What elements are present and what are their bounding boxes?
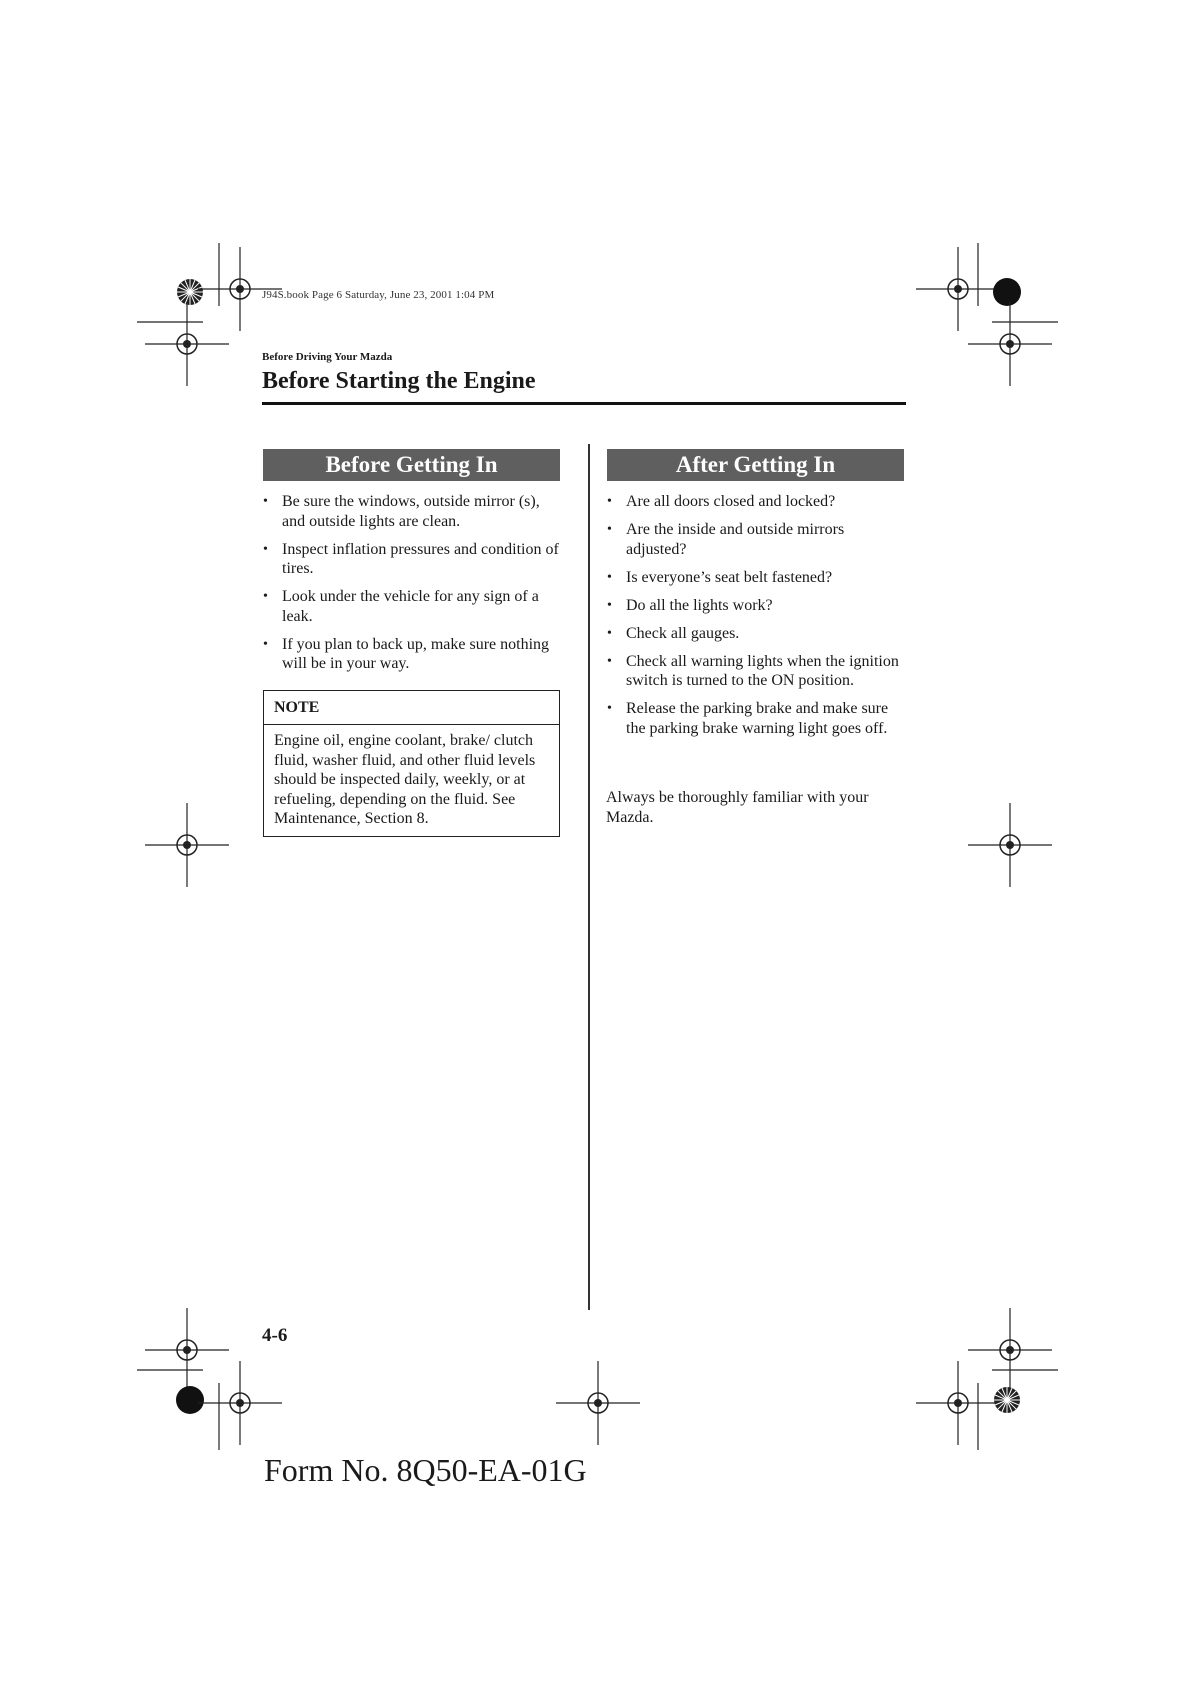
list-item: • Check all warning lights when the ignition switch is turned to the ON position.: [606, 652, 906, 691]
before-getting-in-heading: Before Getting In: [263, 449, 560, 481]
list-item: • Are the inside and outside mirrors adjusted?: [606, 520, 906, 559]
after-getting-in-list: [606, 492, 906, 747]
before-getting-in-list: [262, 492, 562, 682]
starburst-mark-bottom-right: [994, 1387, 1020, 1413]
list-item: • Look under the vehicle for any sign of a leak.: [262, 587, 562, 626]
list-item: • If you plan to back up, make sure nothing will be in your way.: [262, 635, 562, 674]
title-rule: [262, 402, 906, 405]
registration-mark-lower-left: [145, 1308, 229, 1392]
registration-mark-bottom-right: [916, 1361, 1000, 1445]
registration-mark-middle-left: [145, 803, 229, 887]
after-getting-in-heading: After Getting In: [607, 449, 904, 481]
registration-mark-bottom-center: [556, 1361, 640, 1445]
registration-mark-top-right: [916, 247, 1000, 331]
solid-mark-bottom-left: [176, 1386, 204, 1414]
list-item: • Do all the lights work?: [606, 596, 906, 616]
list-item: • Are all doors closed and locked?: [606, 492, 906, 512]
registration-mark-middle-right: [968, 803, 1052, 887]
column-divider: [588, 444, 590, 1310]
list-item: • Release the parking brake and make sure the parking brake warning light goes off.: [606, 699, 906, 738]
list-item: • Check all gauges.: [606, 624, 906, 644]
note-title: NOTE: [264, 691, 559, 725]
form-number: Form No. 8Q50-EA-01G: [264, 1452, 587, 1488]
list-item: • Inspect inflation pressures and condition of tires.: [262, 540, 562, 579]
registration-mark-upper-right: [968, 302, 1052, 386]
section-label: Before Driving Your Mazda: [262, 351, 393, 363]
note-text: Engine oil, engine coolant, brake/ clutch fluid, washer fluid, and other fluid levels should be inspected daily, weekly, or at refueling, depending on the fluid. See Maintenance, Section 8.: [274, 732, 536, 827]
note-box: [263, 690, 560, 837]
starburst-mark-top-left: [177, 279, 203, 305]
registration-mark-bottom-left: [198, 1361, 282, 1445]
list-item: • Be sure the windows, outside mirror (s), and outside lights are clean.: [262, 492, 562, 531]
registration-mark-lower-right: [968, 1308, 1052, 1392]
list-item: • Is everyone’s seat belt fastened?: [606, 568, 906, 588]
solid-mark-top-right: [993, 278, 1021, 306]
page-title: Before Starting the Engine: [262, 368, 536, 394]
closing-paragraph: Always be thoroughly familiar with your Mazda.: [606, 789, 869, 826]
registration-mark-upper-left: [145, 302, 229, 386]
print-info-line: J94S.book Page 6 Saturday, June 23, 2001 1:04 PM: [262, 289, 495, 301]
page-number: 4-6: [262, 1325, 288, 1346]
